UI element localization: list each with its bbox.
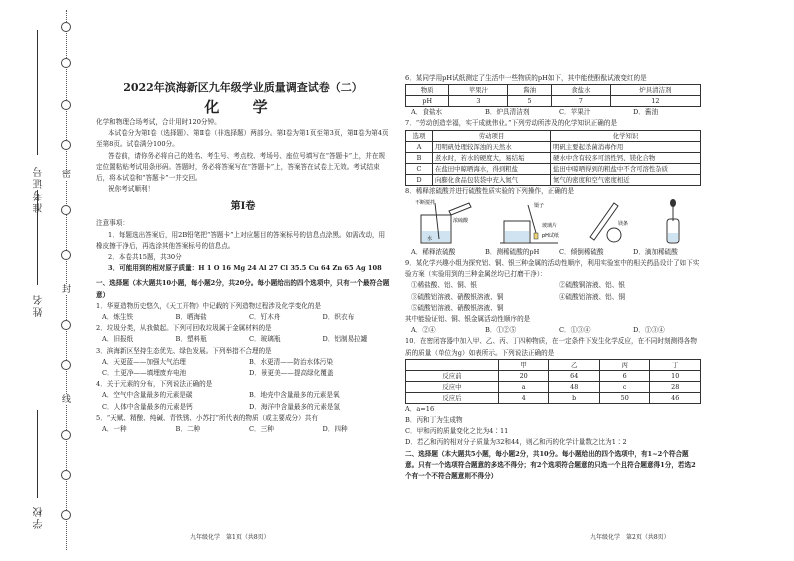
question-6: [405, 73, 701, 118]
question-1: [96, 301, 390, 323]
option: A．炼生铁: [102, 313, 134, 322]
option: D．滴加稀硫酸: [633, 247, 678, 256]
binding-margin: [0, 0, 90, 561]
option: C．钉木舟: [249, 313, 281, 322]
question-3: [96, 346, 390, 380]
table-header: 丁: [650, 359, 701, 370]
table-cell: 20: [498, 370, 549, 381]
fig-label: 水: [427, 235, 433, 242]
table-header: [406, 359, 499, 370]
question-10: [405, 336, 701, 448]
option: C．三种: [249, 425, 274, 434]
question-tail: 其中能验证铝、铜、银金属活动性顺序的是: [405, 315, 531, 324]
option: A．a=16: [405, 404, 435, 413]
table-cell: 反应前: [406, 370, 499, 381]
question-7: [405, 118, 701, 185]
table-cell: 明矾主要起杀菌消毒作用: [551, 141, 701, 152]
figure-b-ph: [498, 197, 564, 247]
binding-hole: [61, 360, 71, 370]
binding-hole: [61, 22, 71, 32]
page-2: [405, 73, 701, 482]
note-line: 1．每题选出答案后，用2B铅笔把“答题卡”上对应题目的答案标号的信息点涂黑。如需改动，用橡皮擦干净后，再选涂其他答案标号的信息点。: [96, 230, 386, 250]
table-cell: 在盐田中晾晒海水，得到粗盐: [433, 163, 551, 174]
option: B．塑料瓶: [175, 335, 207, 344]
option: C．倾倒稀硫酸: [559, 247, 604, 256]
question-stem: 7．“劳动创造幸福，实干成就伟业。”下列劳动所涉及的化学知识正确的是: [405, 119, 618, 128]
option: C．土更净——填埋废弃电池: [102, 369, 187, 378]
fig-label: pH试纸: [542, 232, 560, 239]
option: C．人体中含量最多的元素是钙: [102, 402, 193, 411]
table-cell: 盐田中晾晒得到的粗盐中不含可溶性杂质: [551, 163, 701, 174]
mass-table: [405, 359, 701, 404]
question-4: [96, 379, 390, 413]
question-stem: 6．某同学用pH试纸测定了生活中一些物质的pH如下，其中能使酚酞试液变红的是: [405, 74, 647, 82]
name-line: [37, 190, 38, 285]
school-line: [37, 410, 38, 498]
question-stem: 10．在密闭容器中加入甲、乙、丙、丁四种物质，在一定条件下发生化学反应，在不同时刻测得各物质的质量（单位为g）如表所示。下列说法正确的是: [405, 337, 697, 357]
question-2: [96, 323, 390, 345]
section-heading: 第Ⅰ卷: [230, 201, 256, 213]
option: B．水更清——防治水体污染: [249, 357, 333, 366]
question-stem: 2．垃圾分类，从我做起。下列可回收垃圾属于金属材料的是: [96, 324, 272, 333]
binding-hole: [61, 140, 71, 150]
table-cell: 反应后: [406, 392, 499, 403]
option: A．一种: [102, 425, 127, 434]
table-header: 物质: [406, 85, 449, 96]
table-cell: C: [406, 163, 433, 174]
table-header: 乙: [549, 359, 600, 370]
binding-hole: [61, 58, 71, 68]
question-stem: 1．华夏造物历史悠久，《天工开物》中记载的下列造物过程涉及化学变化的是: [96, 301, 322, 310]
note-line: 2．本卷共15题，共30分: [108, 253, 182, 262]
table-cell: 7: [551, 96, 610, 107]
seal-word: 线: [61, 395, 71, 405]
option: A．旧报纸: [102, 335, 134, 344]
option: B．丙和丁为生成物: [405, 416, 463, 425]
question-9: [405, 258, 701, 336]
option: B．①②⑤: [485, 326, 517, 335]
table-header: 炉具清洁剂: [610, 85, 700, 96]
scheme-item: ①稀盐酸、铝、铜、银: [411, 281, 477, 290]
binding-hole: [61, 470, 71, 480]
question-5: [96, 413, 390, 435]
school-label: 学校: [34, 505, 45, 529]
table-cell: 28: [650, 381, 701, 392]
option: D．海洋中含量最多的元素是氢: [249, 402, 341, 411]
question-8: [405, 186, 701, 258]
fig-label: 镁条: [617, 220, 628, 227]
table-header: 甲: [498, 359, 549, 370]
table-cell: 4: [498, 392, 549, 403]
question-stem: 9．某化学兴趣小组为探究铝、铜、银三种金属的活动性顺序，利用实验室中的相关药品设计了如下实验方案（实验用到的三种金属丝均已打磨干净）：: [405, 259, 700, 279]
option: B．晒海盐: [175, 313, 207, 322]
table-header: 化学知识: [551, 130, 701, 141]
option: D．织衣布: [322, 313, 355, 322]
option: C．玻璃瓶: [249, 335, 281, 344]
intro-line: 答卷前，请你务必将自己的姓名、考生号、考点校、考场号、座位号填写在“答题卡”上，并在规定位置粘贴考试用条形码。答题时，务必将答案写在“答题卡”上，答案答在试卷上无效。考试结束后，将本试卷和“答题卡”一并交回。: [96, 151, 386, 183]
notes-title: 注意事项：: [96, 219, 129, 228]
note-line: 3．可能用到的相对原子质量：H 1 O 16 Mg 24 Al 27 Cl 35.5 Cu 64 Zn 65 Ag 108: [108, 264, 382, 273]
page-footer: 九年级化学 第1页（共8页）: [190, 534, 270, 541]
table-cell: 48: [549, 381, 600, 392]
exam-id-line: [37, 30, 38, 155]
option: D．景更美——提高绿化覆盖: [249, 369, 334, 378]
table-header: 丙: [599, 359, 650, 370]
scheme-item: ②硫酸铜溶液、铝、银: [559, 281, 625, 290]
scheme-item: ⑤硫酸铝溶液、硝酸银溶液、铜: [411, 303, 504, 312]
binding-hole: [61, 320, 71, 330]
table-cell: pH: [406, 96, 449, 107]
seal-word: 密: [61, 170, 71, 180]
intro-line: 本试卷分为第Ⅰ卷（选择题）、第Ⅱ卷（非选择题）两部分。第Ⅰ卷为第1页至第3页，第Ⅱ卷为第4页至第8页。试卷满分100分。: [96, 129, 389, 149]
option: A．食盐水: [411, 108, 443, 117]
table-cell: 64: [549, 370, 600, 381]
intro-line: 祝你考试顺利！: [108, 185, 155, 194]
table-cell: 3: [449, 96, 508, 107]
table-cell: b: [549, 392, 600, 403]
option: A．②④: [411, 326, 436, 335]
table-cell: 煮水时，若水的硬度大，易结垢: [433, 152, 551, 163]
fig-label: 玻璃片: [542, 222, 558, 229]
option: C．①③④: [559, 326, 591, 335]
section-1-heading: 一、选择题（本大题共10小题，每小题2分，共20分。每小题给出的四个选项中，只有一个最符合题意）: [96, 279, 390, 299]
option: C．苹果汁: [559, 108, 591, 117]
table-cell: D: [406, 174, 433, 185]
fig-label: 浓硫酸: [453, 217, 469, 224]
table-cell: a: [498, 381, 549, 392]
option: D．酱油: [633, 108, 659, 117]
intro-line: 化学和物理合场考试，合计用时120分钟。: [96, 118, 221, 126]
binding-hole: [61, 250, 71, 260]
binding-hole: [61, 510, 71, 520]
seal-word: 封: [61, 285, 71, 295]
table-cell: 10: [650, 370, 701, 381]
fig-label: 镊子: [534, 202, 545, 209]
option: C．甲和丙的质量变化之比为4∶11: [405, 427, 509, 436]
table-cell: 6: [599, 370, 650, 381]
table-header: 食盐水: [551, 85, 610, 96]
option: D．四种: [322, 425, 348, 434]
table-cell: 氮气的密度和空气密度相近: [551, 174, 701, 185]
table-cell: 12: [610, 96, 700, 107]
question-stem: 8．稀释浓硫酸并进行硫酸性质实验的下列操作，正确的是: [405, 186, 575, 195]
question-stem: 4．关于元素的分布，下列说法正确的是: [96, 380, 213, 389]
seal-dotted-line: [66, 10, 67, 550]
table-cell: 反应中: [406, 381, 499, 392]
table-cell: A: [406, 141, 433, 152]
option: A．空气中含量最多的元素是碳: [102, 391, 193, 400]
table-cell: 用明矾处理较浑浊的天然水: [433, 141, 551, 152]
question-stem: 3．滨海新区坚持生态优先、绿色发展。下列举措不合理的是: [96, 346, 272, 355]
fig-label: 不断搅拌: [415, 199, 436, 206]
option: B．测稀硫酸的pH: [485, 247, 540, 256]
lab-figures: [405, 197, 701, 247]
option: D．①③④: [633, 326, 665, 335]
subject-title: 化 学: [204, 98, 282, 116]
table-cell: 5: [508, 96, 551, 107]
exam-title: 2022年滨海新区九年级学业质量调查试卷（二）: [123, 81, 363, 94]
option: B．地壳中含量最多的元素是氧: [249, 391, 340, 400]
option: B．炉具清洁剂: [485, 108, 530, 117]
question-stem: 5．“天赋、精酿、纯碱、青铁锈、小苏打”所代表的物质（或主要成分）共有: [96, 413, 318, 422]
labor-table: [405, 130, 701, 186]
table-header: 选项: [406, 130, 433, 141]
binding-hole: [61, 100, 71, 110]
option: D．铝制易拉罐: [322, 335, 368, 344]
option: A．天更蓝——加强大气治理: [102, 357, 186, 366]
option: D．若乙和丙的相对分子质量为32和44，则乙和丙的化学计量数之比为1∶2: [405, 438, 627, 447]
option: A．稀释浓硫酸: [411, 247, 456, 256]
scheme-item: ③硫酸铝溶液、硝酸银溶液、铜: [411, 292, 504, 301]
option: B．二种: [175, 425, 201, 434]
scheme-item: ④硫酸铝溶液、铝、铜: [559, 292, 625, 301]
table-cell: 向膨化食品包装袋中充入氮气: [433, 174, 551, 185]
figure-d-drop: [653, 197, 693, 247]
table-cell: c: [599, 381, 650, 392]
table-cell: 46: [650, 392, 701, 403]
table-header: 苹果汁: [449, 85, 508, 96]
table-header: 酱油: [508, 85, 551, 96]
binding-hole: [61, 205, 71, 215]
table-cell: 硬水中含有较多可溶性钙、镁化合物: [551, 152, 701, 163]
table-cell: 50: [599, 392, 650, 403]
figure-a-dilution: [413, 197, 479, 247]
page-footer: 九年级化学 第2页（共8页）: [590, 534, 670, 541]
figure-c-pour: [584, 197, 634, 247]
page-1: [96, 80, 390, 435]
name-label: 姓名: [34, 293, 45, 317]
table-header: 劳动项目: [433, 130, 551, 141]
exam-id-label: 准考证号: [34, 165, 45, 213]
binding-hole: [61, 430, 71, 440]
table-cell: B: [406, 152, 433, 163]
section-2-heading: 二、选择题（本大题共5小题，每小题2分，共10分。每小题给出的四个选项中，有1~2个符合题意。只有一个选项符合题意的多选不得分；有2个选项符合题意的只选一个且符合题意得1分，若选2个有一个不符合题意则不得分）: [405, 449, 696, 481]
ph-table: [405, 84, 701, 107]
